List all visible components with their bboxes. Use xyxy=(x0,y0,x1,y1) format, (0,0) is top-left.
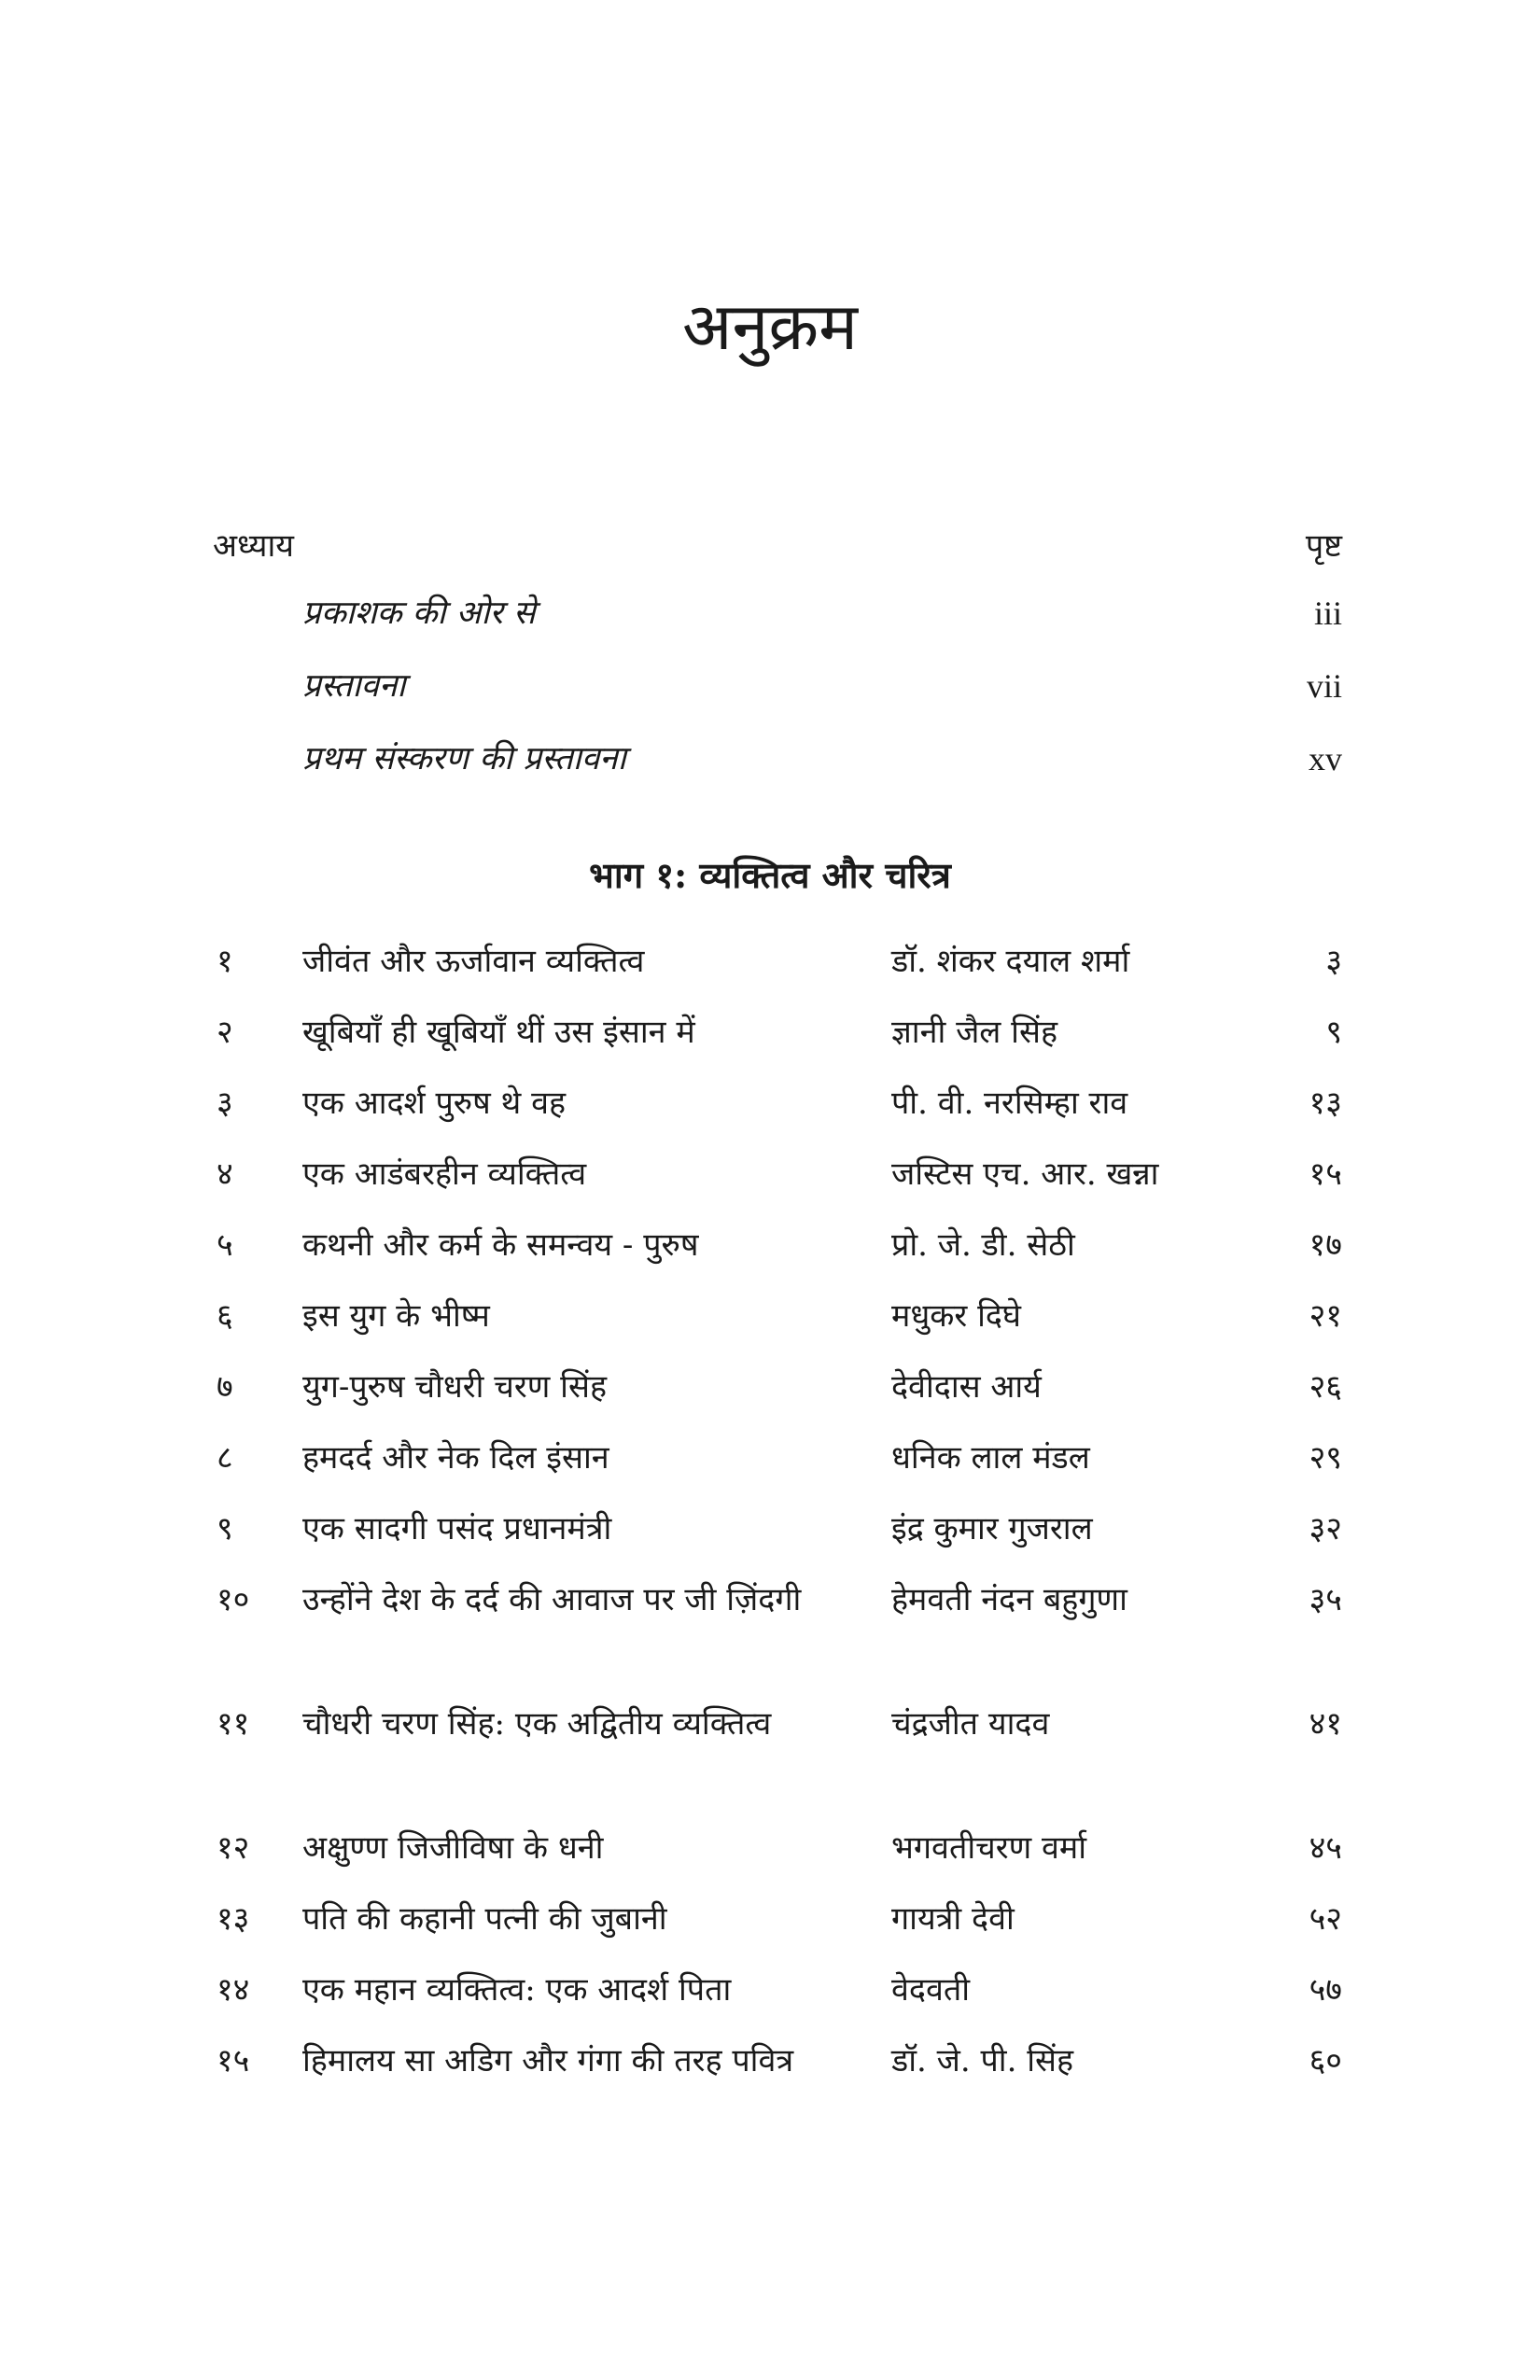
chapter-author: मधुकर दिघे xyxy=(891,1297,1022,1335)
entry-page-number: xv xyxy=(1309,740,1342,777)
chapter-page-number: ३२ xyxy=(1309,1510,1342,1547)
chapter-page-number: १३ xyxy=(1309,1085,1342,1122)
chapter-title: एक महान व्यक्तित्व: एक आदर्श पिता xyxy=(302,1971,732,2009)
chapter-entry[interactable] xyxy=(213,938,1342,1009)
chapter-number: १५ xyxy=(217,2042,250,2079)
chapter-author: डॉ. शंकर दयाल शर्मा xyxy=(891,943,1130,980)
chapter-number: ९ xyxy=(217,1510,233,1547)
chapter-title: एक सादगी पसंद प्रधानमंत्री xyxy=(302,1510,612,1547)
chapter-page-number: १७ xyxy=(1309,1226,1342,1264)
chapter-author: इंद्र कुमार गुजराल xyxy=(891,1510,1093,1547)
chapter-entry[interactable] xyxy=(213,1576,1342,1701)
chapter-page-number: ३५ xyxy=(1309,1581,1342,1618)
chapter-title: जीवंत और ऊर्जावान व्यक्तित्व xyxy=(302,943,645,980)
chapter-author: प्रो. जे. डी. सेठी xyxy=(891,1226,1075,1264)
front-matter-entry[interactable] xyxy=(213,735,1342,808)
chapter-title: कथनी और कर्म के समन्वय - पुरुष xyxy=(302,1226,699,1264)
chapter-title: उन्होंने देश के दर्द की आवाज पर जी ज़िंदगी xyxy=(302,1581,802,1618)
chapter-title: युग-पुरुष चौधरी चरण सिंह xyxy=(302,1368,608,1406)
chapter-title: एक आदर्श पुरुष थे वह xyxy=(302,1085,567,1122)
chapter-entry[interactable] xyxy=(213,1009,1342,1080)
chapter-entry[interactable] xyxy=(213,1222,1342,1293)
chapter-column-header: अध्याय xyxy=(213,527,295,565)
chapter-page-number: ६० xyxy=(1309,2042,1342,2079)
chapter-title: पति की कहानी पत्नी की जुबानी xyxy=(302,1900,667,1938)
chapter-number: १३ xyxy=(217,1900,250,1938)
page-title: अनुक्रम xyxy=(682,288,858,365)
chapter-number: ६ xyxy=(217,1297,233,1335)
chapter-list xyxy=(213,938,1342,2162)
chapter-page-number: ५७ xyxy=(1309,1971,1342,2009)
entry-page-number: vii xyxy=(1306,667,1342,705)
column-headers xyxy=(213,523,1342,569)
chapter-entry[interactable] xyxy=(213,1364,1342,1435)
chapter-page-number: ९ xyxy=(1325,1014,1342,1051)
chapter-author: पी. वी. नरसिम्हा राव xyxy=(891,1085,1128,1122)
chapter-author: देवीदास आर्य xyxy=(891,1368,1042,1406)
part-heading: भाग १: व्यक्तित्व और चरित्र xyxy=(589,854,951,896)
chapter-author: चंद्रजीत यादव xyxy=(891,1705,1050,1743)
chapter-entry[interactable] xyxy=(213,1825,1342,1896)
chapter-entry[interactable] xyxy=(213,1967,1342,2037)
chapter-entry[interactable] xyxy=(213,1701,1342,1825)
chapter-number: १४ xyxy=(217,1971,250,2009)
chapter-author: डॉ. जे. पी. सिंह xyxy=(891,2042,1074,2079)
entry-title: प्रस्तावना xyxy=(302,667,406,705)
chapter-title: चौधरी चरण सिंह: एक अद्वितीय व्यक्तित्व xyxy=(302,1705,772,1743)
chapter-title: हमदर्द और नेक दिल इंसान xyxy=(302,1439,609,1477)
chapter-page-number: २६ xyxy=(1309,1368,1342,1406)
chapter-number: २ xyxy=(217,1014,233,1051)
chapter-title: हिमालय सा अडिग और गंगा की तरह पवित्र xyxy=(302,2042,794,2079)
chapter-title: अक्षुण्ण जिजीविषा के धनी xyxy=(302,1829,604,1867)
chapter-number: ८ xyxy=(217,1439,233,1477)
chapter-entry[interactable] xyxy=(213,1896,1342,1967)
chapter-number: १० xyxy=(217,1581,250,1618)
chapter-entry[interactable] xyxy=(213,2037,1342,2162)
chapter-author: धनिक लाल मंडल xyxy=(891,1439,1090,1477)
entry-title: प्रकाशक की ओर से xyxy=(302,595,536,632)
chapter-title: खूबियाँ ही खूबियाँ थीं उस इंसान में xyxy=(302,1014,695,1051)
entry-page-number: iii xyxy=(1313,595,1342,632)
chapter-number: ७ xyxy=(217,1368,233,1406)
chapter-number: ४ xyxy=(217,1155,233,1193)
front-matter-entry[interactable] xyxy=(213,663,1342,735)
chapter-page-number: २९ xyxy=(1309,1439,1342,1477)
chapter-entry[interactable] xyxy=(213,1151,1342,1222)
front-matter-list xyxy=(213,590,1342,808)
chapter-page-number: १५ xyxy=(1309,1155,1342,1193)
chapter-number: १ xyxy=(217,943,233,980)
chapter-entry[interactable] xyxy=(213,1080,1342,1151)
chapter-page-number: ३ xyxy=(1325,943,1342,980)
entry-title: प्रथम संस्करण की प्रस्तावना xyxy=(302,740,626,777)
chapter-author: हेमवती नंदन बहुगुणा xyxy=(891,1581,1127,1618)
chapter-title: इस युग के भीष्म xyxy=(302,1297,490,1335)
page-column-header: पृष्ट xyxy=(1305,527,1342,565)
chapter-page-number: २१ xyxy=(1309,1297,1342,1335)
chapter-number: ५ xyxy=(217,1226,233,1264)
front-matter-entry[interactable] xyxy=(213,590,1342,663)
chapter-author: भगवतीचरण वर्मा xyxy=(891,1829,1087,1867)
chapter-author: वेदवती xyxy=(891,1971,971,2009)
chapter-author: जस्टिस एच. आर. खन्ना xyxy=(891,1155,1159,1193)
chapter-title: एक आडंबरहीन व्यक्तित्व xyxy=(302,1155,587,1193)
chapter-number: ३ xyxy=(217,1085,233,1122)
chapter-page-number: ५२ xyxy=(1309,1900,1342,1938)
chapter-author: गायत्री देवी xyxy=(891,1900,1015,1938)
chapter-number: ११ xyxy=(217,1705,250,1743)
chapter-entry[interactable] xyxy=(213,1505,1342,1576)
chapter-page-number: ४१ xyxy=(1309,1705,1342,1743)
chapter-page-number: ४५ xyxy=(1309,1829,1342,1867)
chapter-number: १२ xyxy=(217,1829,250,1867)
chapter-author: ज्ञानी जैल सिंह xyxy=(891,1014,1058,1051)
chapter-entry[interactable] xyxy=(213,1293,1342,1364)
chapter-entry[interactable] xyxy=(213,1435,1342,1505)
